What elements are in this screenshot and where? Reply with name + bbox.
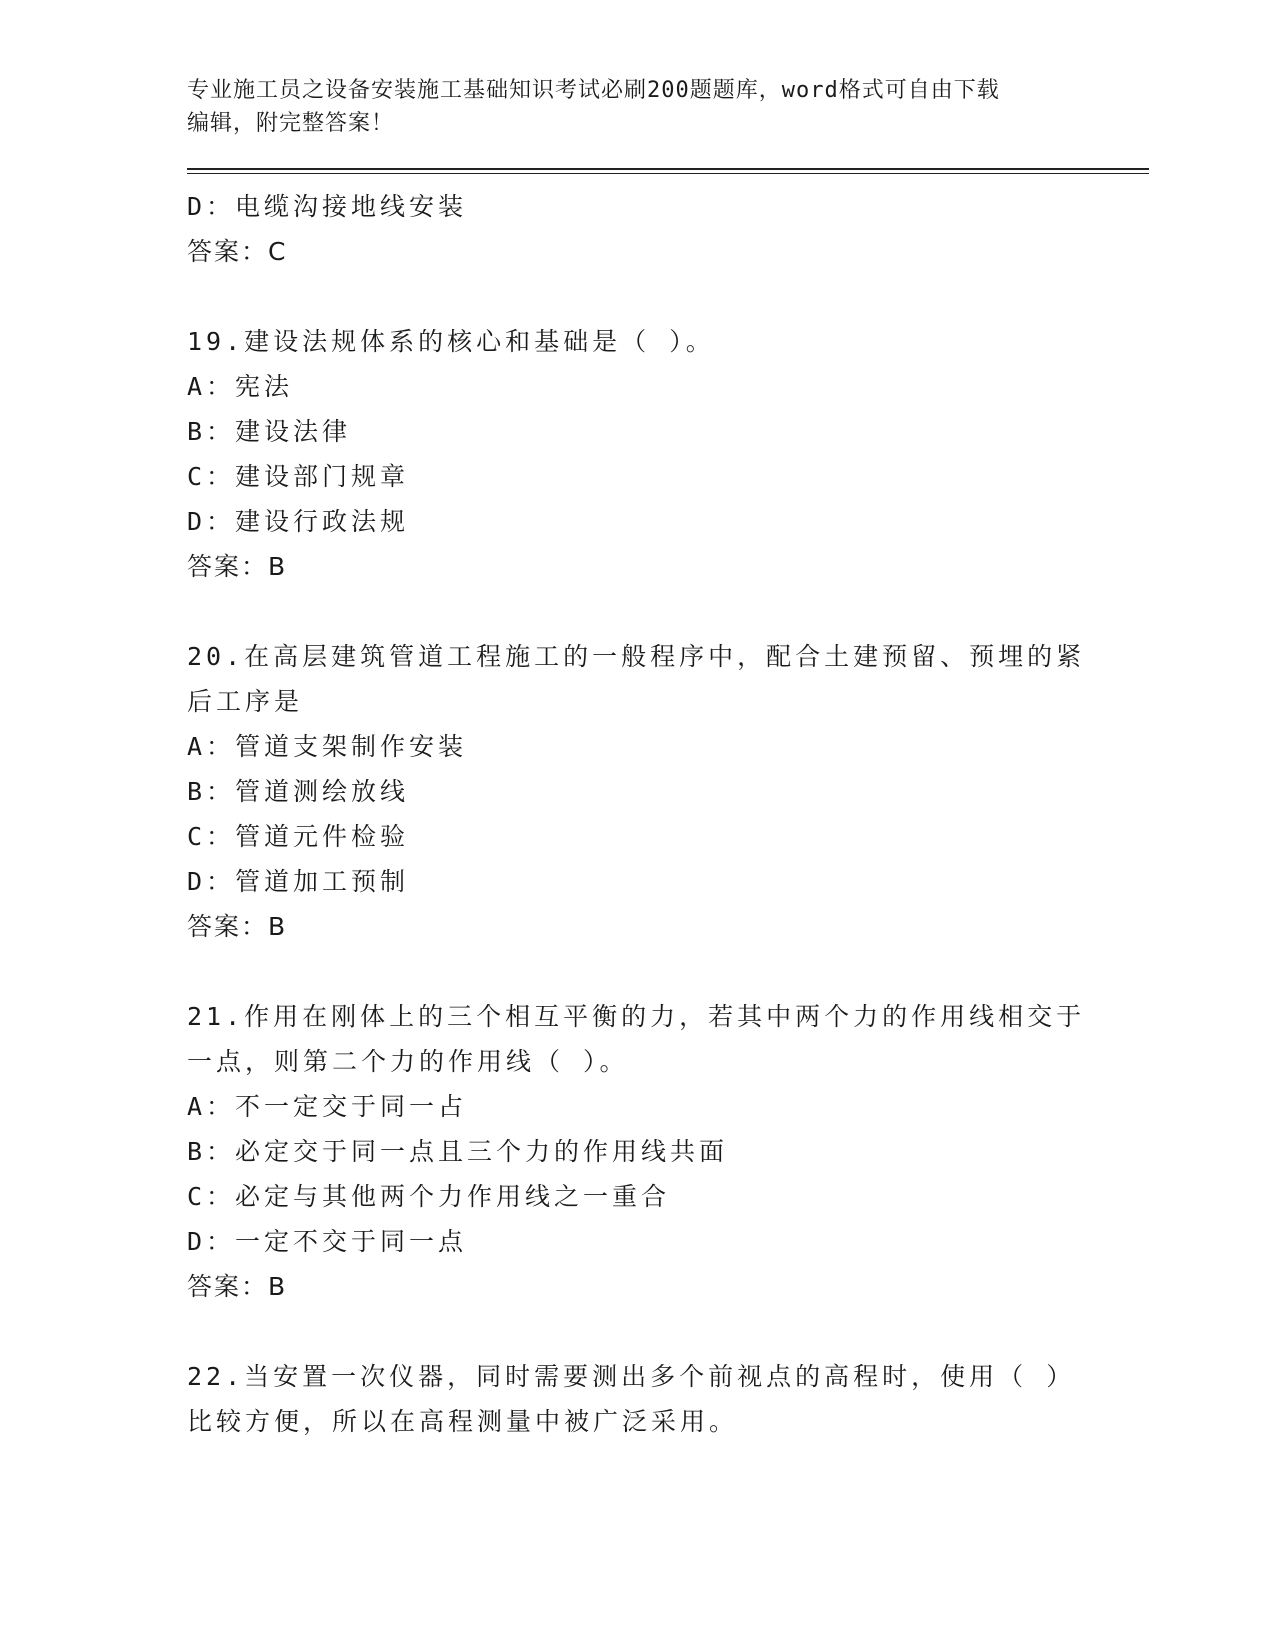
- header-divider-thin: [187, 173, 1149, 174]
- q20-option-a: A：管道支架制作安装: [187, 732, 468, 761]
- q22-stem-line-2: 比较方便，所以在高程测量中被广泛采用。: [187, 1407, 739, 1436]
- q21-option-c: C：必定与其他两个力作用线之一重合: [187, 1182, 671, 1211]
- question-content: [187, 184, 1147, 1444]
- q19-option-a: A：宪法: [187, 372, 294, 401]
- q21-option-a: A：不一定交于同一占: [187, 1092, 468, 1121]
- q20-stem-line-2: 后工序是: [187, 687, 304, 716]
- spacer: [187, 589, 1147, 634]
- q20-option-b: B：管道测绘放线: [187, 777, 410, 806]
- doc-header-line-2: 编辑，附完整答案！: [187, 111, 395, 136]
- q21-option-d: D：一定不交于同一点: [187, 1227, 468, 1256]
- q19-answer: 答案：B: [187, 552, 288, 581]
- header-divider-thick: [187, 168, 1149, 170]
- q21-option-b: B：必定交于同一点且三个力的作用线共面: [187, 1137, 729, 1166]
- q21-stem-line-2: 一点，则第二个力的作用线（ ）。: [187, 1047, 629, 1076]
- spacer: [187, 1309, 1147, 1354]
- q18-answer: 答案：C: [187, 237, 288, 266]
- document-page: [187, 74, 1147, 1444]
- q21-stem-line-1: 21.作用在刚体上的三个相互平衡的力，若其中两个力的作用线相交于: [187, 1002, 1086, 1031]
- header-divider: [187, 168, 1149, 174]
- q21-answer: 答案：B: [187, 1272, 288, 1301]
- q22-stem-line-1: 22.当安置一次仪器，同时需要测出多个前视点的高程时，使用（ ）: [187, 1362, 1076, 1391]
- q20-option-d: D：管道加工预制: [187, 867, 410, 896]
- q19-option-b: B：建设法律: [187, 417, 352, 446]
- q19-stem: 19.建设法规体系的核心和基础是（ ）。: [187, 327, 715, 356]
- q19-option-c: C：建设部门规章: [187, 462, 410, 491]
- doc-header-line-1: 专业施工员之设备安装施工基础知识考试必刷200题题库，word格式可自由下载: [187, 78, 1000, 103]
- q18-option-d: D：电缆沟接地线安装: [187, 192, 468, 221]
- spacer: [187, 274, 1147, 319]
- q20-option-c: C：管道元件检验: [187, 822, 410, 851]
- spacer: [187, 949, 1147, 994]
- q20-answer: 答案：B: [187, 912, 288, 941]
- q20-stem-line-1: 20.在高层建筑管道工程施工的一般程序中，配合土建预留、预埋的紧: [187, 642, 1086, 671]
- q19-option-d: D：建设行政法规: [187, 507, 410, 536]
